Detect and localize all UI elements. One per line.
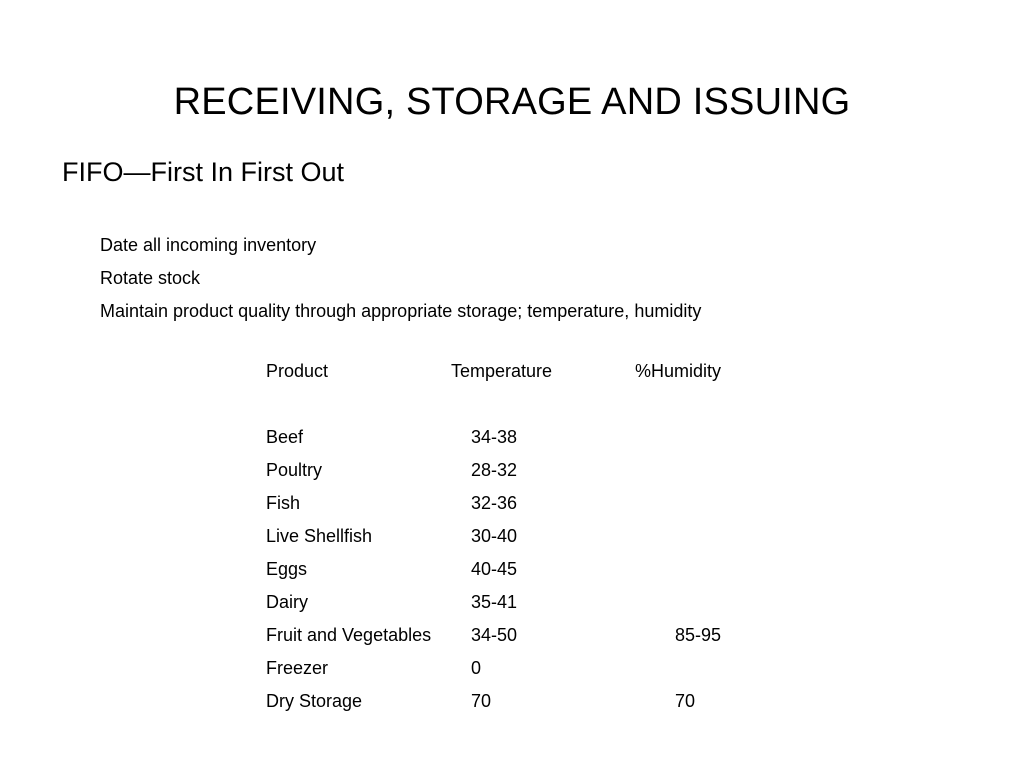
table-row [266,422,736,455]
bullet-item: Rotate stock [100,268,201,288]
product-cell: Dairy [266,592,309,612]
temperature-cell: 40-45 [471,559,518,579]
table-row [266,686,736,719]
table-row [266,455,736,488]
table-header-row [266,356,736,389]
header-product: Product [266,361,329,381]
temperature-cell: 0 [471,658,482,678]
temperature-cell: 34-50 [471,625,518,645]
temperature-cell: 32-36 [471,493,518,513]
temperature-cell: 30-40 [471,526,518,546]
humidity-cell: 70 [675,691,696,711]
humidity-cell: 85-95 [675,625,722,645]
product-cell: Fish [266,493,301,513]
bullet-item: Date all incoming inventory [100,235,317,255]
slide-title: RECEIVING, STORAGE AND ISSUING [173,81,851,123]
table-spacer [266,389,736,422]
product-cell: Fruit and Vegetables [266,625,432,645]
product-cell: Dry Storage [266,691,363,711]
table-row [266,587,736,620]
product-cell: Poultry [266,460,323,480]
table-row [266,620,736,653]
storage-table [266,356,736,719]
bullet-item: Maintain product quality through appropriate storage; temperature, humidity [100,301,702,321]
bullet-list [100,229,701,328]
header-temperature: Temperature [451,361,553,381]
table-row [266,488,736,521]
temperature-cell: 70 [471,691,492,711]
slide-subtitle: FIFO—First In First Out [62,157,344,187]
temperature-cell: 34-38 [471,427,518,447]
table-row [266,653,736,686]
product-cell: Beef [266,427,304,447]
product-cell: Eggs [266,559,308,579]
temperature-cell: 28-32 [471,460,518,480]
table-row [266,554,736,587]
temperature-cell: 35-41 [471,592,518,612]
product-cell: Live Shellfish [266,526,373,546]
table-row [266,521,736,554]
header-humidity: %Humidity [635,361,722,381]
product-cell: Freezer [266,658,329,678]
